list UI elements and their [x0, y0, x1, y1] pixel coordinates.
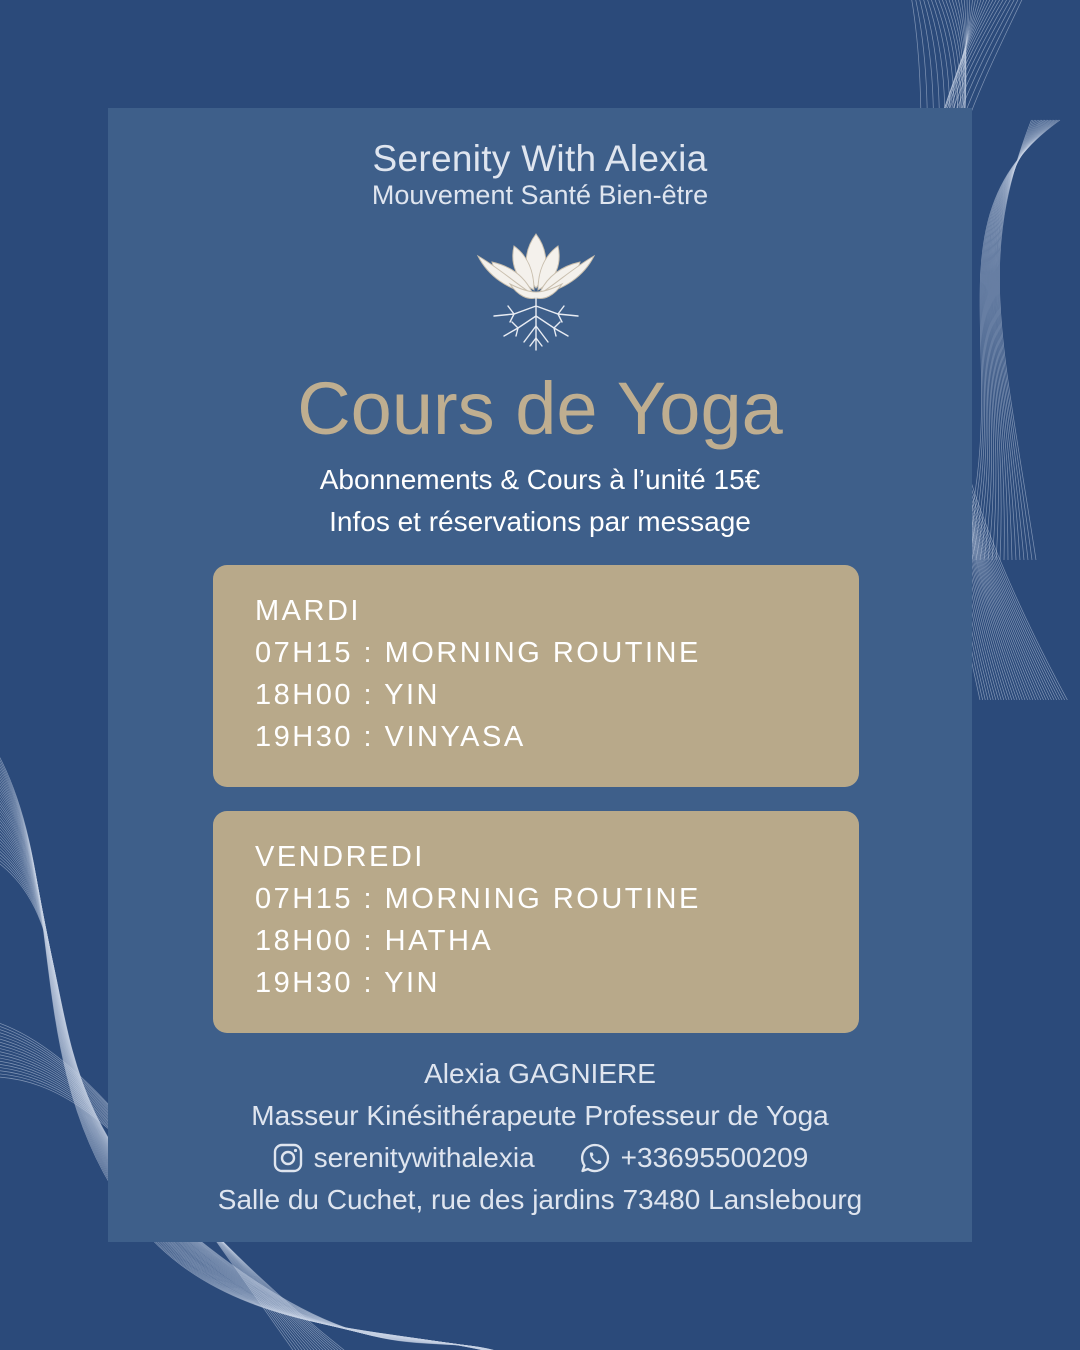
- wave-line: [980, 120, 1053, 560]
- schedule-class: 07H15 : MORNING ROUTINE: [255, 637, 701, 669]
- wave-line: [988, 120, 1048, 560]
- wave-line: [960, 120, 1060, 560]
- flyer-panel: [108, 108, 972, 1242]
- wave-line: [964, 120, 1059, 560]
- wave-line: [992, 120, 1042, 560]
- lotus-icon: [474, 226, 598, 356]
- schedule-card-tuesday: [213, 565, 859, 787]
- wave-line: [993, 120, 1040, 560]
- instagram-contact[interactable]: [272, 1142, 535, 1174]
- wave-line: [994, 120, 1039, 560]
- booking-info-text: Infos et réservations par message: [329, 506, 751, 537]
- brand-tagline: Mouvement Santé Bien-être: [371, 180, 709, 210]
- schedule-card-friday: [213, 811, 859, 1033]
- schedule-day: VENDREDI: [255, 841, 425, 873]
- phone-number: +33695500209: [620, 1142, 809, 1173]
- wave-line: [984, 120, 1051, 560]
- schedule-class: 07H15 : MORNING ROUTINE: [255, 883, 701, 915]
- schedule-class: 19H30 : YIN: [255, 967, 440, 999]
- schedule-class: 18H00 : YIN: [255, 679, 440, 711]
- wave-line: [997, 120, 1034, 560]
- contact-row: [108, 1142, 972, 1174]
- schedule-class: 19H30 : VINYASA: [255, 721, 526, 753]
- wave-line: [990, 120, 1045, 560]
- schedule-day: MARDI: [255, 595, 361, 627]
- pricing-text: Abonnements & Cours à l’unité 15€: [319, 464, 761, 495]
- whatsapp-contact[interactable]: [579, 1142, 809, 1174]
- page-title: Cours de Yoga: [297, 367, 783, 450]
- wave-line: [995, 120, 1037, 560]
- wave-line: [996, 120, 1036, 560]
- instagram-handle: serenitywithalexia: [313, 1142, 535, 1173]
- wave-line: [999, 120, 1036, 560]
- brand-name: Serenity With Alexia: [372, 138, 708, 179]
- teacher-profession: Masseur Kinésithérapeute Professeur de Yoga: [251, 1100, 829, 1131]
- wave-line: [998, 120, 1033, 560]
- wave-line: [991, 120, 1043, 560]
- instagram-icon: [272, 1142, 304, 1174]
- wave-line: [989, 120, 1046, 560]
- teacher-name: Alexia GAGNIERE: [424, 1058, 656, 1089]
- wave-line: [976, 120, 1054, 560]
- address: Salle du Cuchet, rue des jardins 73480 Lanslebourg: [217, 1184, 863, 1215]
- schedule-class: 18H00 : HATHA: [255, 925, 494, 957]
- wave-line: [972, 120, 1056, 560]
- whatsapp-icon: [579, 1142, 611, 1174]
- wave-line: [968, 120, 1057, 560]
- wave-line: [987, 120, 1049, 560]
